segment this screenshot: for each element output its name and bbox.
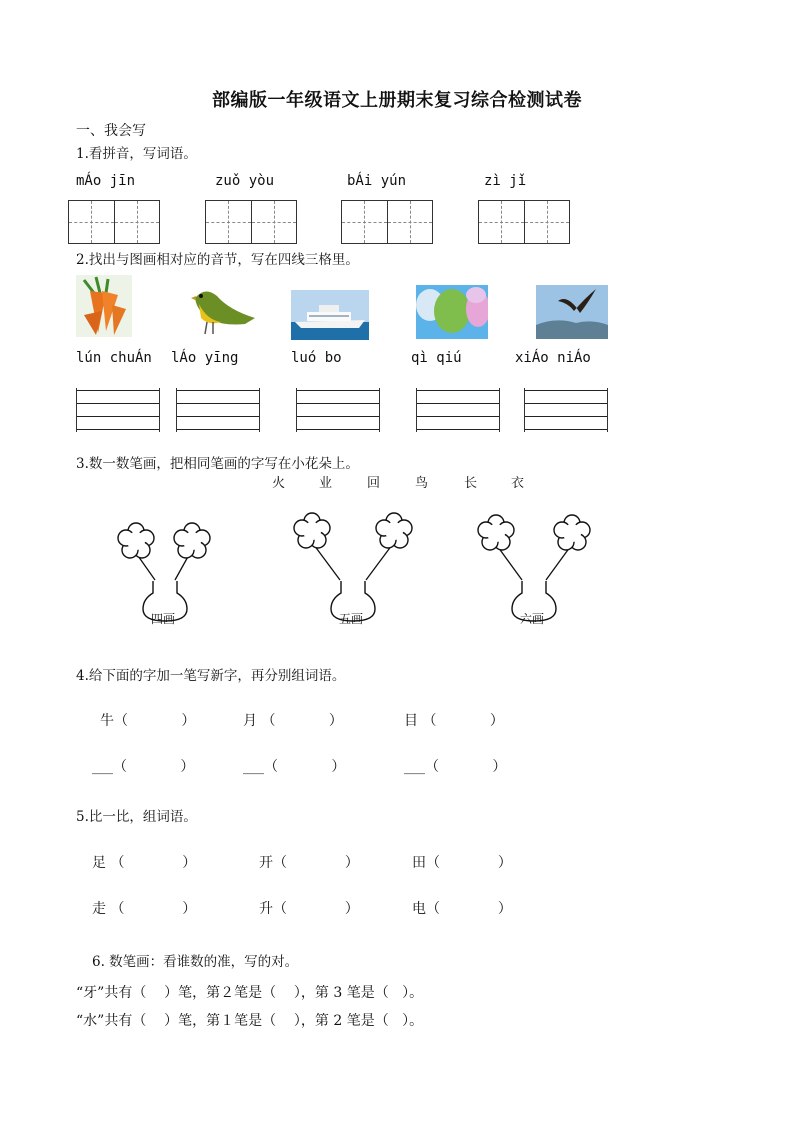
bird-image — [185, 280, 260, 336]
pinyin-2: zuǒ yòu — [215, 173, 275, 189]
four-line-grid-5[interactable] — [524, 388, 608, 432]
q5-item[interactable]: 足 （ ） — [92, 855, 197, 871]
q5-item[interactable]: 田（ ） — [412, 855, 512, 871]
section-heading: 一、我会写 — [76, 123, 146, 139]
writing-grid-4[interactable] — [478, 200, 570, 244]
question-3-label: 3.数一数笔画，把相同笔画的字写在小花朵上。 — [76, 456, 359, 472]
pinyin-3: bÁi yún — [347, 173, 407, 189]
question-4-label: 4.给下面的字加一笔写新字，再分别组词语。 — [76, 668, 346, 684]
four-line-grid-4[interactable] — [416, 388, 500, 432]
writing-grid-2[interactable] — [205, 200, 297, 244]
q4-item[interactable]: ___（ ） — [243, 759, 346, 775]
q5-item[interactable]: 升（ ） — [259, 901, 359, 917]
syllable-1: lún chuÁn — [76, 350, 152, 366]
balloon-image — [416, 285, 488, 339]
char-option: 长 — [464, 476, 478, 491]
pinyin-4: zì jǐ — [484, 173, 527, 189]
four-line-grid-3[interactable] — [296, 388, 380, 432]
four-line-grid-2[interactable] — [176, 388, 260, 432]
question-5-label: 5.比一比，组词语。 — [76, 809, 197, 825]
question-6-label: 6. 数笔画：看谁数的准，写的对。 — [92, 954, 299, 970]
syllable-3: luó bo — [291, 350, 342, 366]
syllable-4: qì qiú — [411, 350, 462, 366]
page-title: 部编版一年级语文上册期末复习综合检测试卷 — [212, 90, 582, 111]
flower-slot[interactable] — [118, 523, 154, 558]
q6-line-2[interactable]: “水”共有（ ）笔，第１笔是（ ），第 2 笔是（ ）。 — [76, 1013, 424, 1029]
flower-slot[interactable] — [294, 513, 330, 548]
q4-item[interactable]: 目 （ ） — [404, 713, 504, 729]
q6-line-1[interactable]: “牙”共有（ ）笔，第２笔是（ ），第 3 笔是（ ）。 — [76, 985, 424, 1001]
flower-pots-diagram — [100, 505, 660, 645]
flower-pot-four — [118, 523, 210, 621]
eagle-image — [536, 285, 608, 339]
q4-item[interactable]: 牛（ ） — [100, 713, 196, 729]
flower-pot-five — [294, 513, 412, 621]
char-option: 业 — [319, 476, 333, 491]
q5-item[interactable]: 电（ ） — [412, 901, 512, 917]
q4-item[interactable]: 月 （ ） — [243, 713, 343, 729]
q4-item[interactable]: ___（ ） — [404, 759, 507, 775]
flower-slot[interactable] — [478, 515, 514, 550]
pinyin-1: mÁo jīn — [76, 173, 136, 189]
syllable-5: xiÁo niÁo — [515, 350, 591, 366]
question-1-label: 1.看拼音，写词语。 — [76, 146, 197, 162]
char-option: 鸟 — [415, 476, 429, 491]
q5-item[interactable]: 开（ ） — [259, 855, 359, 871]
carrot-image — [76, 275, 132, 337]
ship-image — [291, 290, 369, 340]
flower-slot[interactable] — [376, 513, 412, 548]
char-option: 衣 — [511, 476, 525, 491]
char-option: 火 — [272, 476, 286, 491]
q4-item[interactable]: ___（ ） — [92, 759, 195, 775]
syllable-2: lÁo yīng — [171, 350, 239, 366]
pot-label-five: 五画 — [339, 612, 364, 626]
char-option: 回 — [367, 476, 381, 491]
pot-label-six: 六画 — [520, 612, 545, 626]
flower-pot-six — [478, 515, 590, 621]
writing-grid-1[interactable] — [68, 200, 160, 244]
q5-item[interactable]: 走 （ ） — [92, 901, 197, 917]
pot-label-four: 四画 — [151, 612, 176, 626]
flower-slot[interactable] — [174, 523, 210, 558]
four-line-grid-1[interactable] — [76, 388, 160, 432]
writing-grid-3[interactable] — [341, 200, 433, 244]
question-2-label: 2.找出与图画相对应的音节，写在四线三格里。 — [76, 252, 359, 268]
flower-slot[interactable] — [554, 515, 590, 550]
